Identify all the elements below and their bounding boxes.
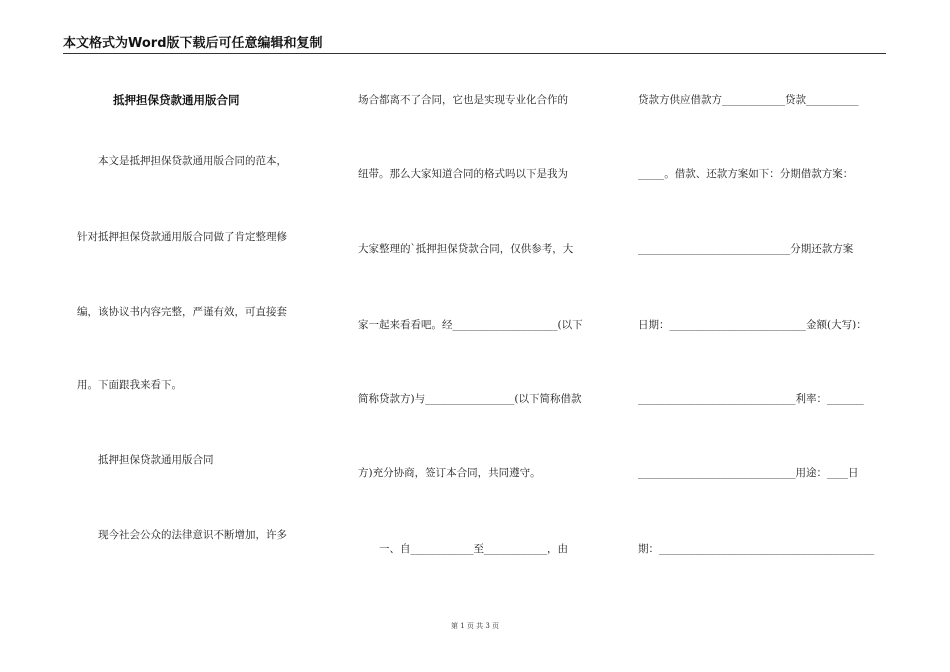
document-title: 抵押担保贷款通用版合同 [113,93,240,107]
paragraph-line: 简称贷款方)与_________________(以下简称借款 [358,393,582,405]
section-heading: 抵押担保贷款通用版合同 [98,454,214,466]
paragraph-line: 场合都离不了合同，它也是实现专业化合作的 [358,94,568,106]
paragraph-line: ______________________________用途：____日 [638,467,859,479]
clause-line: 一、自____________至____________，由 [379,543,568,555]
paragraph-line: _____。借款、还款方案如下：分期借款方案： [638,168,854,180]
paragraph-line: 大家整理的`抵押担保贷款合同，仅供参考，大 [358,243,574,255]
paragraph-line: ______________________________利率：_______ [638,393,864,405]
paragraph-line: 家一起来看看吧。经____________________(以下 [358,319,583,331]
paragraph-line: 贷款方供应借款方____________贷款__________ [638,94,859,106]
page-header [63,36,886,54]
paragraph-line: 本文是抵押担保贷款通用版合同的范本， [98,155,287,167]
paragraph-line: _____________________________分期还款方案 [638,243,854,255]
header-text: 本文格式为Word版下载后可任意编辑和复制 [63,36,323,51]
paragraph-line: 日期：__________________________金额(大写)： [638,319,867,331]
page-footer [0,621,950,631]
page-number: 第 1 页 共 3 页 [450,622,500,630]
paragraph-line: 编，该协议书内容完整，严谨有效，可直接套 [77,306,287,318]
paragraph-line: 现今社会公众的法律意识不断增加，许多 [98,529,287,541]
paragraph-line: 纽带。那么大家知道合同的格式吗以下是我为 [358,168,568,180]
paragraph-line: 期：_________________________________________ [638,543,875,555]
paragraph-line: 针对抵押担保贷款通用版合同做了肯定整理修 [77,231,287,243]
paragraph-line: 用。下面跟我来看下。 [77,379,182,391]
paragraph-line: 方)充分协商，签订本合同，共同遵守。 [358,467,541,479]
